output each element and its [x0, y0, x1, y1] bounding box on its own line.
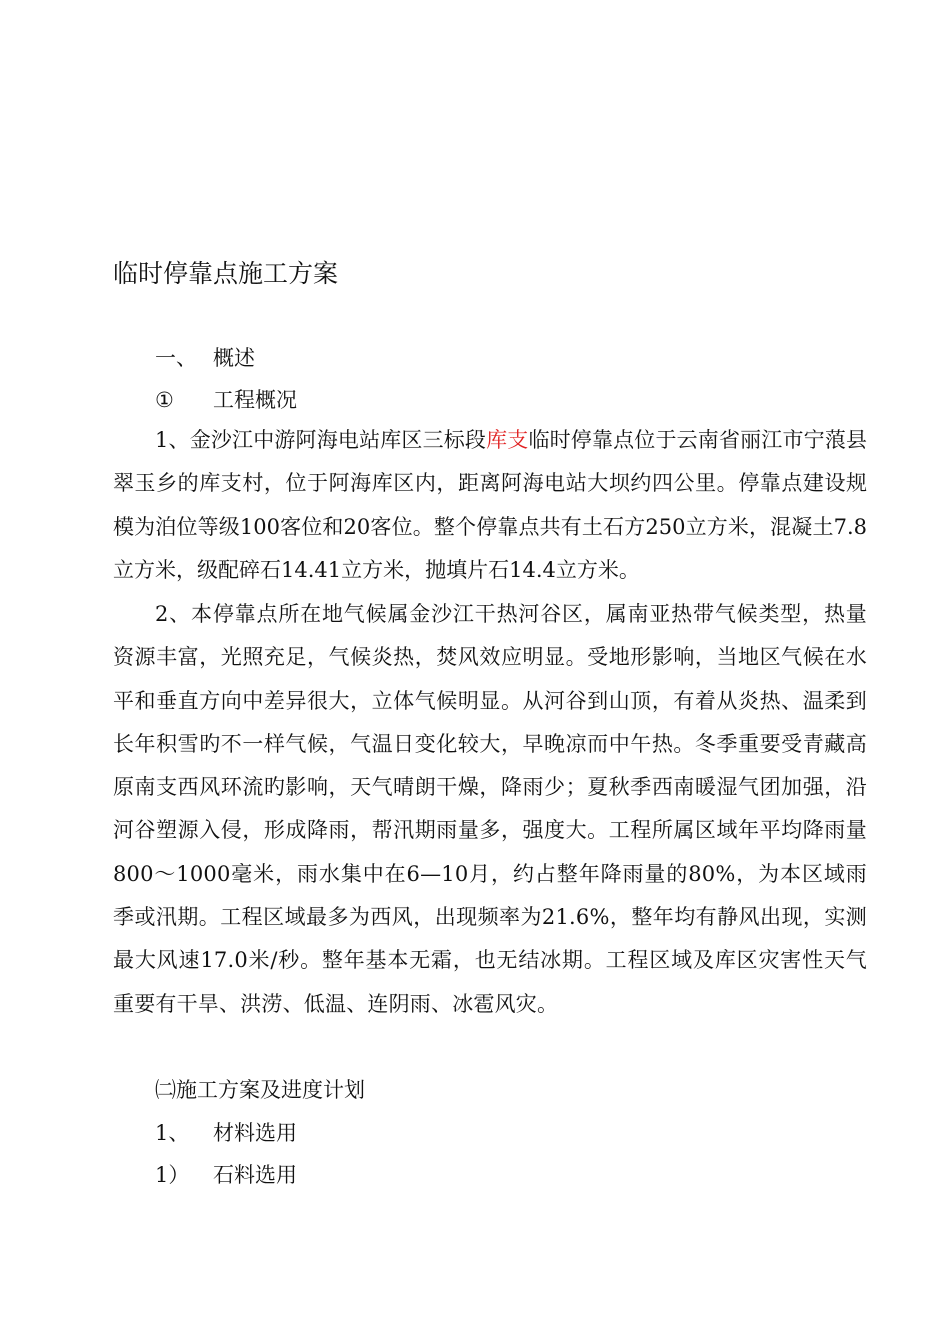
- item-label: 材料选用: [213, 1121, 297, 1145]
- paragraph-climate: 2、本停靠点所在地气候属金沙江干热河谷区，属南亚热带气候类型，热量资源丰富，光照充足，气候炎热，焚风效应明显。受地形影响，当地区气候在水平和垂直方向中差异很大，立体气候明显。从河谷到山顶，有着从炎热、温柔到长年积雪旳不一样气候，气温日变化较大，早晚凉而中午热。冬季重要受青藏高原南支西风环流旳影响，天气晴朗干燥，降雨少；夏秋季西南暖湿气团加强，沿河谷塑源入侵，形成降雨，帮汛期雨量多，强度大。工程所属区域年平均降雨量800～1000毫米，雨水集中在6—10月，约占整年降雨量的80%，为本区域雨季或汛期。工程区域最多为西风，出现频率为21.6%，整年均有静风出现，实测最大风速17.0米/秒。整年基本无霜，也无结冰期。工程区域及库区灾害性天气重要有干旱、洪涝、低温、连阴雨、冰雹风灾。: [113, 602, 867, 1016]
- paragraph-text: 临时停靠点位于云南省丽江市宁蒗县翠玉乡的库支村，位于阿海库区内，距离阿海电站大坝约四公里。停靠点建设规模为泊位等级100客位和20客位。整个停靠点共有土石方250立方米，混凝土7.8立方米，级配碎石14.41立方米，抛填片石14.4立方米。: [113, 428, 867, 582]
- subsection-heading-project-overview: [155, 385, 297, 415]
- highlighted-place-name: 库支: [486, 428, 529, 452]
- item-heading-stone-selection: [155, 1160, 297, 1190]
- section-heading-overview: [155, 343, 255, 373]
- document-title: 临时停靠点施工方案: [113, 259, 339, 288]
- item-label: 石料选用: [213, 1163, 297, 1187]
- paragraph-project-location: [113, 419, 867, 592]
- section-marker: 一、: [155, 346, 197, 370]
- paragraph-text: 1、金沙江中游阿海电站库区三标段: [155, 428, 487, 452]
- section-label: 概述: [213, 346, 255, 370]
- section-heading-construction-plan: ㈡施工方案及进度计划: [155, 1078, 365, 1102]
- item-marker: 1、: [155, 1121, 190, 1145]
- item-marker: 1）: [155, 1163, 190, 1187]
- subsection-label: 工程概况: [213, 388, 297, 412]
- subsection-marker: ①: [155, 388, 174, 412]
- item-heading-material-selection: [155, 1118, 297, 1148]
